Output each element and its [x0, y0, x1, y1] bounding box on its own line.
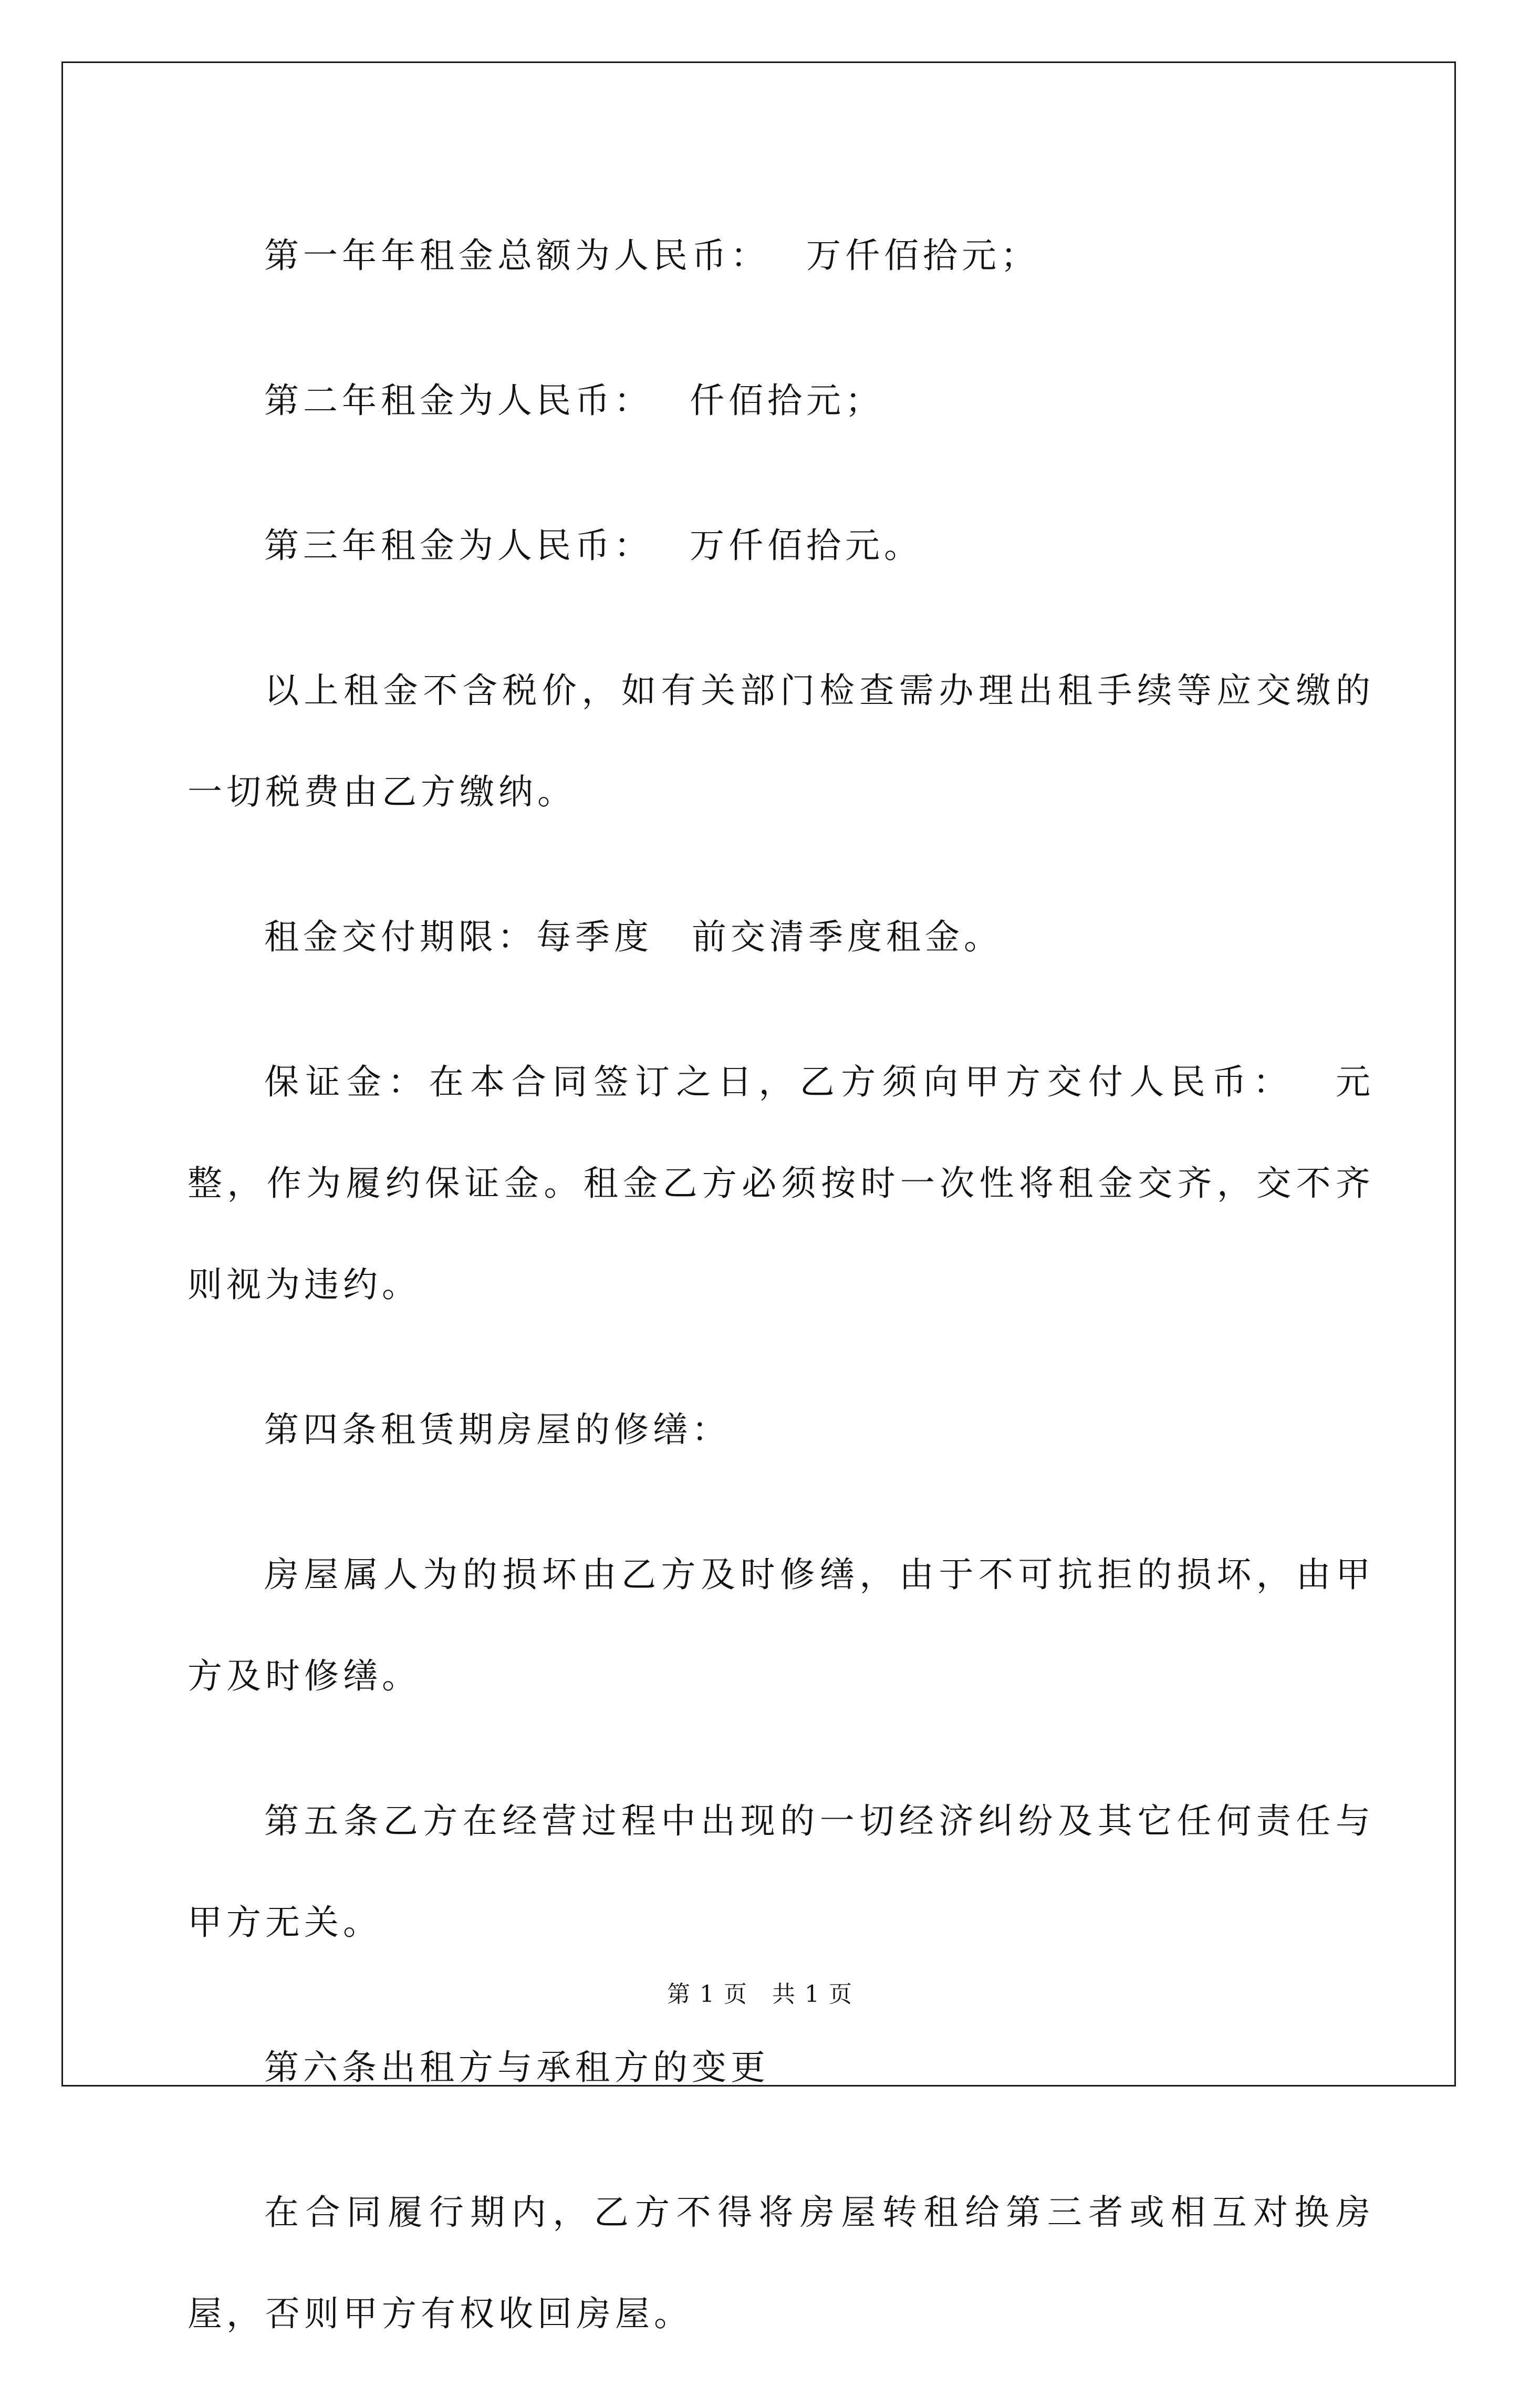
document-body	[188, 205, 1375, 2408]
paragraph-article-5: 第五条乙方在经营过程中出现的一切经济纠纷及其它任何责任与甲方无关。	[188, 1801, 1375, 1943]
paragraph-payment-deadline: 租金交付期限：每季度 前交清季度租金。	[264, 917, 1003, 957]
paragraph-article-6-title: 第六条出租方与承租方的变更	[264, 2047, 769, 2088]
page-number-footer: 第 1 页 共 1 页	[667, 1981, 853, 2008]
paragraph-tax-note: 以上租金不含税价，如有关部门检查需办理出租手续等应交缴的一切税费由乙方缴纳。	[188, 670, 1375, 812]
paragraph-rent-year-3: 第三年租金为人民币： 万仟佰拾元。	[264, 525, 923, 566]
paragraph-repairs: 房屋属人为的损坏由乙方及时修缮，由于不可抗拒的损坏，由甲方及时修缮。	[188, 1554, 1375, 1696]
paragraph-sublease: 在合同履行期内，乙方不得将房屋转租给第三者或相互对换房屋，否则甲方有权收回房屋。	[188, 2192, 1375, 2334]
paragraph-article-4-title: 第四条租赁期房屋的修缮：	[264, 1409, 731, 1450]
paragraph-deposit: 保证金：在本合同签订之日，乙方须向甲方交付人民币： 元整，作为履约保证金。租金乙方必须按时一次性将租金交齐，交不齐则视为违约。	[188, 1062, 1375, 1305]
paragraph-rent-year-2: 第二年租金为人民币： 仟佰拾元；	[264, 380, 884, 421]
paragraph-rent-year-1: 第一年年租金总额为人民币： 万仟佰拾元；	[264, 235, 1039, 276]
